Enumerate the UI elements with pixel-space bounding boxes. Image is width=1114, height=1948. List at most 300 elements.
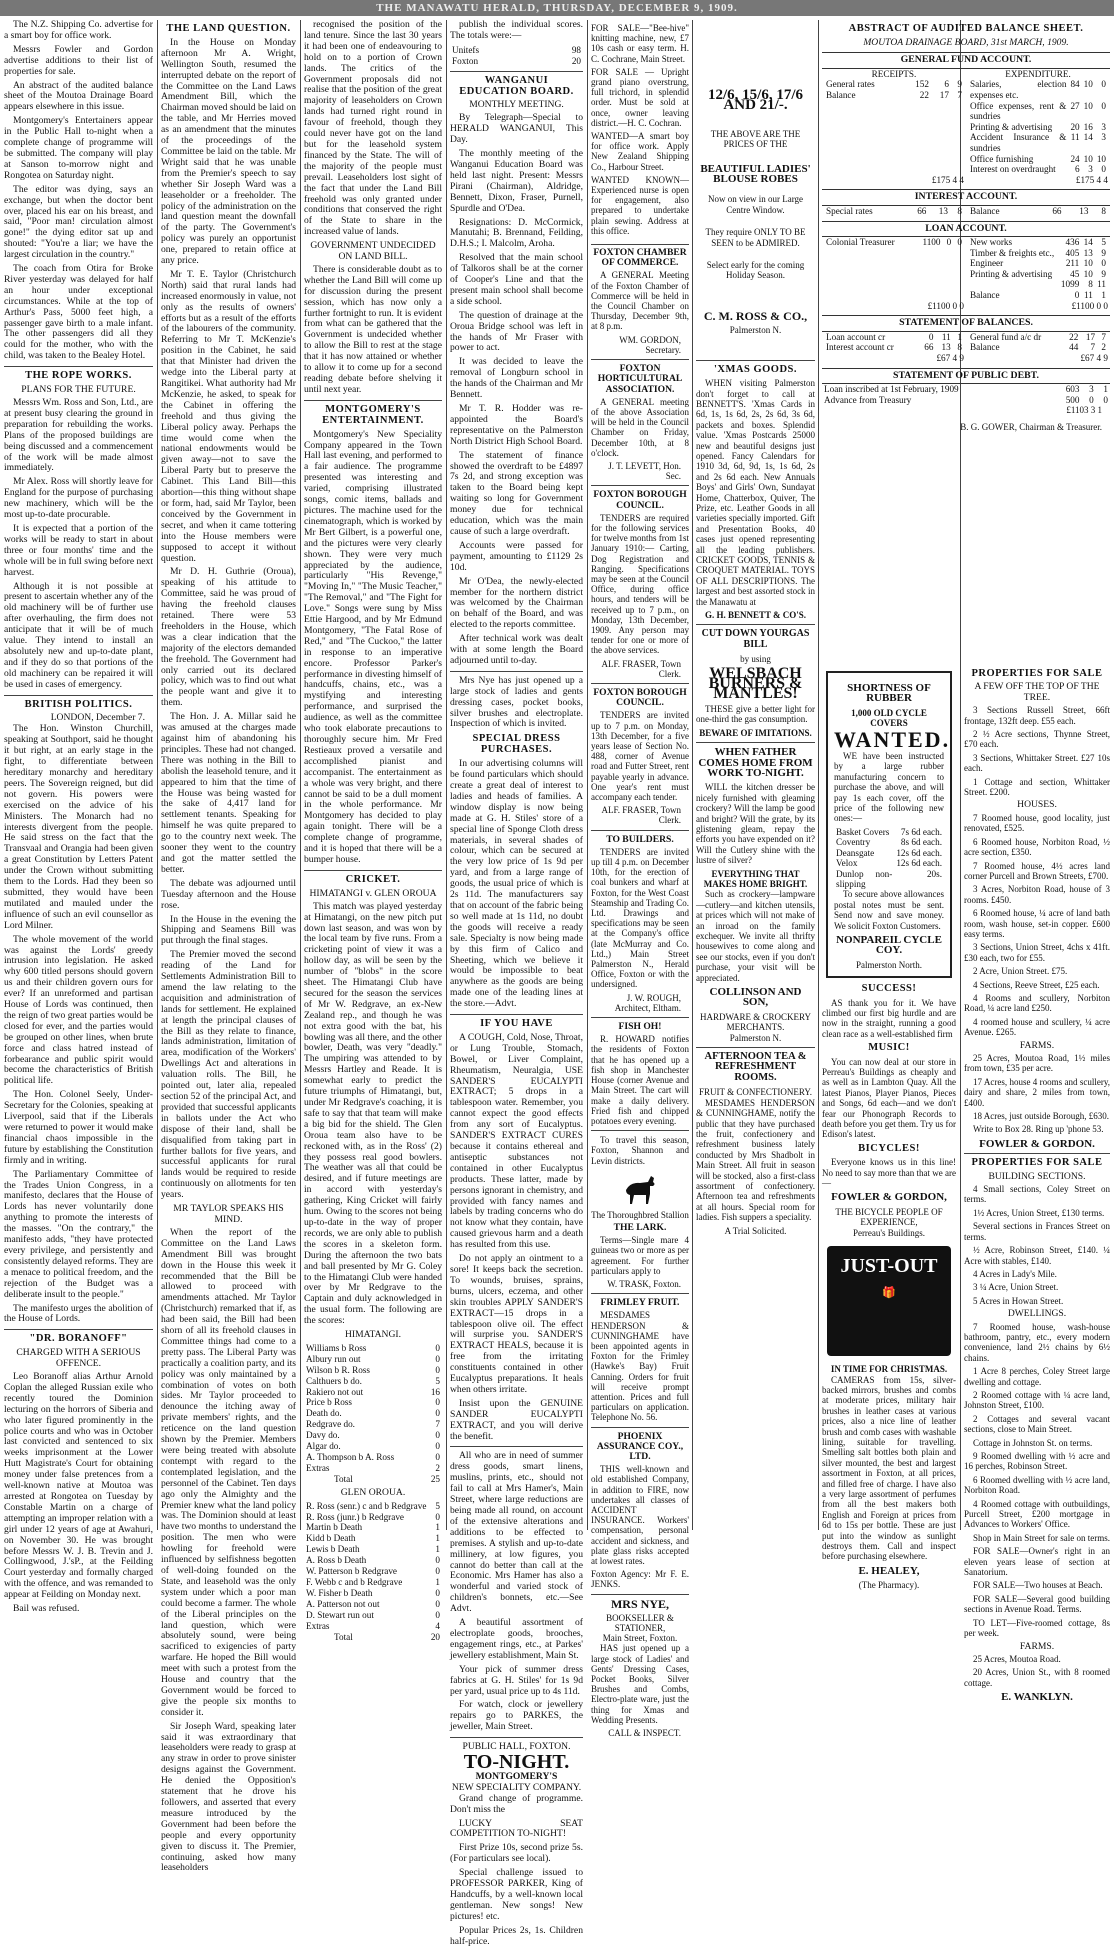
blouse-prices-text: THE ABOVE ARE THE PRICES OF THE [710, 128, 801, 150]
montgomery-article [304, 430, 442, 866]
table-row: 1099 8 11 [1060, 279, 1106, 290]
paragraph: 4 Acres in Lady's Mile. [973, 1268, 1057, 1279]
paragraph: 6 Roomed house, ¼ acre of land bath room, wash house, set-in copper. £600 easy terms. [964, 908, 1110, 939]
paragraph: When the report of the Committee on the Land Laws Amendment Bill was brought down in the House this week it recommended that the Bill be allowed to proceed with amendments attached. Mr Taylor (Christchurch) remarked that if, as had been said, the Bill had been shorn of all its freehold clauses in Committee things had come to a pretty pass. The Liberal Party was practically a coalition party, and its policy was only maintained by a combination of votes on both sides. Mr Taylor proceeded to denounce the itching away of private members' rights, and the reticence on the land question shown by the Premier. Members were being treated with absolute contempt with regard to the contemplated legislation, and the personnel of the Cabinet. Ten days ago only the Almighty and the Premier knew what the land policy was. The Dominion should at least have two months to understand the position. The men who were howling for freehold were influenced by selfishness begotten of well-doing founded on the State, and leasehold was the only system under which a poor man could become a farmer. The whole of the Liberal principles on the land question, which were absolutely sound, were being sacrificed to exigencies of party warfare. He hoped the Bill would meet with such a protest from the House and country that the Government would be forced to give the people six months to consider it. [161, 1226, 296, 1718]
paragraph: 7 Roomed house, 4½ acres land corner Purcell and Brown Streets, £700. [964, 860, 1110, 881]
hall-company-name: MONTGOMERY'S [475, 1770, 558, 1782]
divider [591, 1017, 689, 1018]
table-row: Office furnishing 24 10 10 [970, 153, 1106, 164]
divider [591, 683, 689, 684]
paragraph: The Parliamentary Committee of the Trades Union Congress, in a manifesto, declares that the House of Lords has never voluntarily done anything to promote the interests of the masses. "On the contrary," the manifesto adds, "they have protected every privilege, and persistently and consistently delayed reforms. They are a menace to political freedom, and the rejection of the Budget was a deliberate insult to the people." [4, 1168, 153, 1300]
paragraph: Mr Alex. Ross will shortly leave for England for the purpose of purchasing new machinery, which will be the most up-to-date procurable. [4, 476, 153, 521]
paragraph: recognised the position of the land tenure. Since the last 30 years it had been one of endeavouring to hold on to a portion of Crown lands. The critics of the Government proposals did not realise that the position of the great majority of leaseholders on Crown lands had turned right round in favour of freehold, though they could never have got on the land but for the leasehold system financed by the State. The will of the majority of the people must prevail. Leaseholders lost sight of the fact that under the Land Bill freehold was only granted under conditions that conserved the right of the State to share in the increased value of lands. [304, 19, 442, 238]
phoenix-notice: THIS well-known and old established Company, in addition to FIRE, now undertakes all classes of ACCIDENT INSURANCE. Workers' compensation, personal accident and sickness, and plate glass risks accepted at lowest rates. [591, 1464, 689, 1567]
paragraph: FOR SALE—Two houses at Beach. [973, 1580, 1103, 1591]
paragraph: FOR SALE—Several good building sections in Avenue Road. Terms. [964, 1593, 1110, 1615]
imitations-warning: BEWARE OF IMITATIONS. [699, 727, 812, 738]
column-rule [446, 20, 447, 1530]
divider [964, 1153, 1110, 1154]
paragraph: 4 Small sections, Coley Street on terms. [964, 1184, 1110, 1205]
tea-rooms-subheading: FRUIT & CONFECTIONERY. [699, 1087, 812, 1098]
table-row: A. Ross b Death 0 [306, 1555, 440, 1566]
horticultural-heading: FOXTON HORTICULTURAL ASSOCIATION. [597, 363, 683, 395]
ross-company: C. M. ROSS & CO., [703, 308, 808, 323]
paragraph: 6 Roomed dwelling with ½ acre land, Norbiton Road. [964, 1474, 1110, 1496]
gas-heading: CUT DOWN YOURGAS BILL [701, 628, 810, 650]
nye-subheading: BOOKSELLER & STATIONER, [606, 1612, 674, 1634]
wanted-ad: WE have been instructed by a large rubber manufacturing concern to purchase the above, and will pay 1s each cover, off the price of the following new ones:— [834, 751, 944, 824]
paragraph: First Prize 10s, second prize 5s. (For particulars see local). [450, 1842, 583, 1865]
rubber-heading: SHORTNESS OF RUBBER [847, 682, 931, 705]
paragraph: Several sections in Frances Street on terms. [964, 1221, 1110, 1242]
divider [304, 400, 442, 401]
special-dress-heading: SPECIAL DRESS PURCHASES. [472, 733, 561, 756]
interest-heading: INTEREST ACCOUNT. [822, 189, 1110, 206]
blouse-holiday: Select early for the coming Holiday Season. [706, 260, 805, 281]
table-row: Advance from Treasury 500 0 0 [824, 394, 1108, 405]
paragraph: In the House in the evening the Shipping and Seamens Bill was put through the final stages. [161, 913, 296, 947]
nye-notice: Mrs Nye has just opened up a large stock of ladies and gents dressing cases, pocket books, silver brushes and electroplate. Inspection of which is invited. [450, 674, 583, 730]
tea-rooms-signature: A Trial Solicited. [724, 1225, 787, 1236]
divider [450, 1014, 583, 1015]
table-row: R. Ross (senr.) c and b Redgrave 5 [306, 1500, 440, 1511]
paragraph: 25 Acres, Moutoa Road, 1½ miles from town, £35 per acre. [964, 1053, 1110, 1074]
undecided-article [304, 265, 442, 396]
balance-sheet-title: ABSTRACT OF AUDITED BALANCE SHEET. [848, 23, 1084, 34]
council-tender: TENDERS are required for the following services for twelve months from 1st January 1910:— Carting, Dog Registration and Ranging. Specifications may be seen at the Council Office, during office hours, and tenders will be received up to 7 p.m., on Monday, 13th December, 1909. Any person may tender for one or more of the above services. [591, 512, 689, 656]
properties-intro: A FEW OFF THE TOP OF THE TREE. [974, 681, 1100, 703]
divider [450, 1737, 583, 1738]
paragraph: LUCKY SEAT COMPETITION TO-NIGHT! [450, 1817, 583, 1840]
table-row: Printing & advertising 20 16 3 [970, 121, 1106, 132]
column-1 [4, 19, 153, 1615]
column-6 [696, 20, 815, 1530]
paragraph: Accounts were passed for payment, amounting to £1129 2s 10d. [450, 539, 583, 573]
table-row: W. Patterson b Redgrave 0 [306, 1566, 440, 1577]
divider [450, 1446, 583, 1447]
table-row: Deansgate 12s 6d each. [836, 847, 942, 858]
just-out-banner: JUST-OUT 🎁 [827, 1246, 951, 1356]
builders-tender: TENDERS are invited up till 4 p.m. on December 10th, for the erection of coal bunkers and wharf at Foxton, for the West Coast Steamship and Trading Co. Ltd. Drawings and specifications may be seen at the Company's office (late McMurray and Co. Ltd.,) Main Street Palmerston N., Herald Office, Foxton or with the undersigned. [591, 846, 690, 990]
paragraph: 7 Roomed house, wash-house bathroom, pantry, etc., every modern convenience, land 2½ chains by 6½ chains. [964, 1321, 1110, 1363]
cricket-article [304, 902, 442, 1327]
paragraph: 4 roomed house and scullery, ¼ acre Avenue. £265. [964, 1016, 1110, 1038]
column-rule [692, 20, 693, 1530]
column-3 [304, 19, 442, 1642]
column-rule [157, 20, 158, 1530]
building-sections-heading: BUILDING SECTIONS. [988, 1170, 1086, 1182]
success-heading: SUCCESS! [861, 983, 917, 995]
council-heading: FOXTON BOROUGH COUNCIL. [593, 686, 687, 709]
public-debt-total: £1103 3 1 [1066, 405, 1102, 416]
himatangi-scorecard [304, 1343, 442, 1474]
paragraph: ½ Acre, Robinson Street, £140. ¼ Acre with stables, £140. [964, 1245, 1110, 1266]
properties-heading: PROPERTIES FOR SALE [971, 668, 1103, 679]
paragraph: Mr O'Dea, the newly-elected member for the northern district was welcomed by the Chairman on behalf of the Board, and was elected to the reports committee. [450, 575, 583, 631]
tea-rooms-ad: MESDAMES HENDERSON & CUNNINGHAME, notify the public that they have purchased the fruit, confectionery and refreshment business lately conducted by Mrs Shadbolt in Main Street. All fruit in season will be stocked, also a first-class assortment of confectionery. Afternoon tea and refreshments at all hours. Special room for ladies. Fish suppers a speciality. [696, 1097, 815, 1223]
paragraph: Mr T. R. Hodder was re-appointed the Board's representative on the Palmerston North District High School Board. [450, 403, 583, 447]
paragraph: 17 Acres, house 4 rooms and scullery, dairy and share, 2 miles from town, £400. [964, 1076, 1110, 1108]
blouse-heading: BEAUTIFUL LADIES' BLOUSE ROBES [700, 162, 811, 186]
column-2 [161, 20, 296, 1874]
paragraph: 20 Acres, Union St., with 8 roomed cottage. [964, 1667, 1110, 1688]
paragraph: Resignations: D. McCormick, Manutahi; B. Brennand, Feilding, D.H.S.; I. Malcolm, Aroha. [450, 216, 583, 250]
horticultural-notice: A GENERAL meeting of the above Association will be held in the Council Chamber on Friday, December 10th, at 8 o'clock. [591, 396, 689, 458]
paragraph: Leo Boranoff alias Arthur Arnold Coplan the alleged Russian exile who recently toured the Dominion lecturing on the horrors of Siberia and who later figured prominently in the police courts and who was in October last convicted and sentenced to six weeks imprisonment at the Lower Hutt Magistrate's Court for obtaining money under false pretences from a well-known native at Moutoa was arrested at Rongotea on Tuesday by Constable Martin on a charge of attempting an improper relation with a girl under 12 years of age at Awahuri, on November 30. He was brought before Messrs W. J. B. Trevin and J. Collingwood, J.'sP., at the Feilding Court yesterday and formally charged with the offence, and was remanded to appear at Feilding on Monday next. [4, 1371, 153, 1601]
british-politics-heading: BRITISH POLITICS. [24, 698, 133, 710]
paragraph: The Hon. J. A. Millar said he was amused at the charges made against him of abandoning his principles. These had not changed. There was nothing in the Bill to abolish the leasehold tenure, and it appeared to him that the time of the House was being wasted for the sake of 4,417 land for settlement tenants. Speaking for himself he was quite prepared to go to the country next week. The sooner they went to the country and got the matter settled the better. [161, 711, 296, 875]
table-row: Davy do. 0 [306, 1430, 440, 1441]
farms-list [964, 1053, 1110, 1121]
paragraph: The whole movement of the world was against the Lords' greedy intrusion into legislation. He asked why 600 titled persons should govern us and their children govern ours for ever? If an unreformed and partisan House of Lords was continued, then the reign of two great parties would be closed for ever, and the parties would be grouped on other lines, when brute force and class hatred instead of forbearance and public spirit would become the characteristics of British political life. [4, 933, 153, 1087]
paragraph: The Hon. Colonel Seely, Under-Secretary for the Colonies, speaking at Liverpool, said that if the Liberals were returned to power it would make financial chaos impossible in the future by establishing the Constitution firmly and in writing. [4, 1089, 153, 1166]
father-subheading: EVERYTHING THAT MAKES HOME BRIGHT. [703, 868, 808, 889]
divider [591, 1130, 689, 1131]
rope-works-subheading: PLANS FOR THE FUTURE. [21, 384, 136, 396]
undecided-heading: GOVERNMENT UNDECIDED ON LAND BILL. [310, 240, 436, 263]
paragraph: Mr T. E. Taylor (Christchurch North) said that rural lands had increased enormously in value, not only as the results of owners' efforts but as a result of the efforts of the labourers of the community. Referring to Mr T. McKenzie's position in the Cabinet, he said that that Minister had driven the wedge into the Liberal party at Rangitikei. What authority had Mr McKenzie, he asked, to speak for the Cabinet in offering the freehold and thus giving the Liberal policy away. Perhaps the time would come when the national endowments would be given away—not to save the Liberal Party but to preserve the Cabinet. This Land Bill—this abortion—this thing without shape or form, had, said Mr Taylor, been conceived by the Government in secret, and when it came tottering into the House members were supposed to accept it without question. [161, 268, 296, 564]
paragraph: 2 Acre, Union Street. £75. [973, 966, 1068, 977]
divider [696, 624, 815, 625]
paragraph: A COUGH, Cold, Nose, Throat, or Lung Trouble, Stomach, Bowel, or Liver Complaint, Rheumatism, Neuralgia, USE SANDER'S EUCALYPTI EXTRACT; 5 drops in a tablespoon water. Remember, you cannot expect the good effects from any sort of Eucalyptus. SANDER'S EXTRACT CURES because it contains ethereal and antiseptic substances not contained in other Eucalyptus products. These latter, made by persons ignorant in chemistry, and provided with fancy names and labels by trading concerns who do not know what they contain, have caused grievous harm and a death has resulted from this use. [450, 1031, 583, 1251]
interest-table [822, 206, 1110, 217]
divider [591, 359, 689, 360]
divider [304, 870, 442, 871]
glen-oroua-total: Total 20 [334, 1631, 440, 1642]
paragraph: Shop in Main Street for sale on terms. [973, 1532, 1110, 1543]
blouse-prices: 12/6, 15/6, 17/6 AND 21/-. [707, 87, 803, 114]
paragraph: 4 Roomed cottage with outbuildings, Purcell Street, £200 mortgage in Advances to Workers' Office. [964, 1498, 1110, 1530]
council-signature: ALF. FRASER, Town Clerk. [601, 658, 681, 679]
taylor-heading: MR TAYLOR SPEAKS HIS MIND. [173, 1203, 284, 1225]
farms-list-2 [964, 1654, 1110, 1688]
column-8 [964, 665, 1110, 1704]
glen-oroua-scorecard [304, 1501, 442, 1632]
table-row: Loan account cr 0 11 1 [826, 331, 962, 342]
dwellings-heading: DWELLINGS. [1007, 1308, 1067, 1320]
paragraph: In the House on Monday afternoon Mr A. Wright, Wellington South, resumed the interrupted debate on the report of the Committee on the Land Laws Amendment Bill, which the Chairman moved should be laid on the table, and Mr Herries moved as an amendment that the minutes of the proceedings of the Committee be laid on the table. Mr Wright said that he was unable from the Premier's speech to say whether Sir Joseph Ward was a leaseholder or a freeholder. The policy of the administration on the land question meant the downfall of the party. The Government's policy was purely an opportunist one, prepared to retain office at any price. [161, 36, 296, 267]
divider [591, 1594, 689, 1595]
table-row: Interest account cr 66 13 8 [826, 342, 962, 353]
paragraph: Sir Joseph Ward, speaking later said it was extraordinary that leaseholders were ready to grasp at any straw in order to prove sinister designs against the Government. He denied the Opposition's statement that he drove his followers, and asserted that every measure introduced by the Government had been before the people and every opportunity given to discuss it. The Premier, continuing, asked how many leaseholders [161, 1720, 296, 1874]
paragraph: The editor was dying, says an exchange, but when the doctor bent over, placed his ear on his breast, and said, "Poor man! circulation almost gone!" the dying editor sat up and shouted: "You're a liar; we have the largest circulation in the country." [4, 183, 153, 261]
loan-heading: LOAN ACCOUNT. [822, 221, 1110, 238]
divider [4, 695, 153, 696]
table-row: Timber & freights etc., 405 13 9 [970, 247, 1106, 258]
himatangi-label: HIMATANGI. [345, 1329, 401, 1341]
collinson-heading: COLLINSON AND SON, [709, 986, 802, 1009]
land-question-article [161, 38, 296, 1201]
table-row: Calthuers b do. 5 [306, 1375, 440, 1386]
education-board-subheading: MONTHLY MEETING. [469, 99, 564, 111]
eucalypti-ad [450, 1033, 583, 1443]
table-row: A. Thompson b A. Ross 0 [306, 1452, 440, 1462]
totals-table [450, 45, 583, 67]
father-ad-2: Such as crockery—lampware—cutlery—and kitchen utensils, at prices which will not make of an inroad on the family exchequer. We invite all thrifty housewives to come along and see our stocks, even if you don't purchase, your visit will be appreciated. [696, 889, 815, 983]
column-4 [450, 19, 583, 1947]
frimley-notice: MESDAMES HENDERSON & CUNNINGHAME have been appointed agents in Foxton for the Frimley (Hawke's Bay) Fruit Canning. Orders for fruit will receive prompt attention. Prices and full particulars on application. Telephone No. 56. [591, 1310, 689, 1423]
paragraph: The question of drainage at the Oroua Bridge school was left in the hands of Mr Fraser with power to act. [450, 309, 583, 354]
column-5 [591, 20, 690, 1739]
watch-notice: For watch, clock or jewellery repairs go to PARKES, the jeweller, Main Street. [450, 1699, 583, 1733]
paragraph: Montgomery's Entertainers appear in the Public Hall to-night when a complete change of programme will be submitted. The company will play at Sanson to-morrow night and Rongotea on Saturday night. [4, 115, 153, 181]
table-row: Rakiero not out 16 [306, 1386, 440, 1397]
ross-location: Palmerston N. [729, 325, 782, 336]
dateline: LONDON, December 7. [50, 712, 145, 724]
paragraph: 1½ Acres, Union Street, £130 terms. [973, 1207, 1105, 1218]
education-board-article [450, 113, 583, 667]
paragraph: WANTED KNOWN—Experienced nurse is open for engagement, also prepared to undertake plain sewing. Address at this office. [591, 174, 689, 236]
table-row: Accident Insurance & sundries 11 14 3 [970, 132, 1106, 153]
paragraph: 3 ¼ Acre, Union Street. [973, 1282, 1059, 1293]
column-rule [587, 20, 588, 1530]
public-debt-table [822, 384, 1110, 405]
table-row: Lewis b Death 1 [306, 1544, 440, 1555]
paragraph: This match was played yesterday at Himatangi, on the new pitch put down last season, and was won by the local team by five runs. From a cricketing point of view it was a hollow day, as will be seen by the number of "blobs" in the score sheet. The Himatangi Club have secured for the season the services of Mr W. Redgrave, an ex-New Zealand rep., and though he was not extra good with the bat, his bowling was all there, and the other bowler, Death, was very "deadly." The umpiring was attended to by Messrs Hartley and Reade. It is somewhat early to predict the future triumphs of Himatangi, but, under Mr Redgrave's coaching, it is safe to say that that team will make a big bid for the shield. The Glen Oroua team also have to be reckoned with, as in the Ross' (2) they possess real good bowlers. The weather was all that could be desired, and if future meetings are in accord with yesterday's gathering, King Cricket will fairly hum. Owing to the scores not being up-to-date in the way of proper records, we are only able to publish the scores in a skeleton form. During the afternoon the two bats and ball presented by Mr G. Coley to the Himatangi Club were handed over by Mr Redgrave to the Captain and duly acknowledged in the usual form. The following are the scores: [304, 900, 442, 1327]
paragraph: 9 Roomed dwelling with ½ acre and 16 perches, Robinson Street. [964, 1451, 1110, 1472]
bennett-signature: G. H. BENNETT & CO'S. [704, 610, 807, 621]
paragraph: 2 Cottages and several vacant sections, close to Main Street. [964, 1413, 1110, 1435]
paragraph: Special challenge issued to PROFESSOR PARKER, King of Handcuffs, by a well-known local gentleman. New songs! New pictures! etc. [450, 1867, 583, 1922]
paragraph: Messrs Wm. Ross and Son, Ltd., are at present busy clearing the ground in preparation for rebuilding the works. Plans of the proposed buildings are being discussed and a commencement of the work will be made almost immediately. [4, 397, 153, 474]
table-row: Extras 4 [306, 1620, 440, 1631]
paragraph: Resolved that the main school of Talkoros shall be at the corner of Cooper's Line and that the present main school shall become a side school. [450, 252, 583, 307]
general-fund-heading: GENERAL FUND ACCOUNT. [822, 52, 1110, 69]
paragraph: FOR SALE — Upright grand piano overstrung, full trichord, in splendid order. Must be sold at once, owner leaving district.—H. C. Cochran. [591, 66, 689, 128]
fowler-location: Perreau's Buildings. [852, 1227, 926, 1238]
divider [450, 671, 583, 672]
divider [450, 71, 583, 72]
table-row: Algar do. 0 [306, 1441, 440, 1452]
divider [696, 742, 815, 743]
paragraph: 25 Acres, Moutoa Road. [973, 1653, 1061, 1664]
farms-heading-2: FARMS. [1019, 1640, 1055, 1652]
parkes-notice: A beautiful assortment of electroplate goods, brooches, engagement rings, etc., at Parkes' jewellery establishment, Main St. [450, 1617, 583, 1661]
paragraph: Insist upon the GENUINE SANDER EUCALYPTI EXTRACT, and you will derive the benefit. [450, 1397, 583, 1442]
divider [696, 1047, 815, 1048]
paragraph: Grand change of programme. Don't miss the [450, 1792, 583, 1815]
father-heading: WHEN FATHER COMES HOME FROM WORK TO-NIGHT. [698, 746, 813, 779]
council-signature: ALF. FRASER, Town Clerk. [601, 805, 681, 826]
paragraph: TO LET—Five-roomed cottage, 8s per week. [964, 1617, 1110, 1639]
contact-line: Write to Box 28. Ring up 'phone 53. [973, 1124, 1104, 1135]
education-board-heading: WANGANUI EDUCATION BOARD. [459, 74, 574, 97]
boranoff-subheading: CHARGED WITH A SERIOUS OFFENCE. [16, 1347, 141, 1370]
fowler-heading: FOWLER & GORDON, [831, 1191, 947, 1204]
public-debt-heading: STATEMENT OF PUBLIC DEBT. [822, 368, 1110, 385]
fowler-gordon: FOWLER & GORDON. [979, 1137, 1095, 1150]
table-row: W. Fisher b Death 0 [306, 1587, 440, 1598]
success-ad: AS thank you for it. We have climbed our first big hurdle and are now in the straight, running a good clean race as a well-established firm [822, 997, 956, 1039]
nye-heading: MRS NYE, [610, 1596, 669, 1611]
paragraph: 4 Sections, Reeve Street, £25 each. [973, 979, 1100, 990]
paragraph: FOR SALE—Owner's right in an eleven years lease of section at Sanatorium. [964, 1546, 1110, 1578]
boranoff-heading: "DR. BORANOFF" [29, 1333, 128, 1345]
blouse-window: Now on view in our Large Centre Window. [707, 194, 804, 215]
boranoff-article [4, 1372, 153, 1615]
paragraph: Bail was refused. [13, 1603, 80, 1615]
cricket-subheading: HIMATANGI v. GLEN OROUA [309, 887, 437, 899]
table-row: Death do. 0 [306, 1408, 440, 1419]
local-notes [4, 20, 153, 362]
healey-subheading: (The Pharmacy). [858, 1580, 920, 1591]
hamer-notice: All who are in need of summer dress goods, smart linens, muslins, prints, etc., should not fail to call at Mrs Hamer's, Main Street, where large reductions are being made all round, on account of the extensive alterations and additions to be effected to premises. A stylish and up-to-date millinery, at low figures, you cannot do better than call at the Economic. Mrs Hamer has also a wonderful and varied stock of children's bonnets, etc.—See Advt. [450, 1450, 583, 1615]
paragraph: Do not apply an ointment to a sore! It keeps back the secretion. To wounds, bruises, sprains, burns, ulcers, eczema, and other skin troubles APPLY SANDER'S EXTRACT—15 drops in a tablespoon olive oil. The effect will surprise you. SANDER'S EXTRACT HEALS, because it is free from the irritating constituents contained in other Eucalyptus preparations. It heals when others irritate. [450, 1253, 583, 1395]
xmas-heading: 'XMAS GOODS. [713, 363, 797, 375]
divider [696, 360, 815, 361]
paragraph: The manifesto urges the abolition of the House of Lords. [4, 1302, 153, 1325]
horse-icon [620, 1170, 660, 1206]
cycle-covers: 1,000 OLD CYCLE COVERS [851, 707, 927, 729]
paragraph: 3 Sections Russell Street, 66ft frontage, 132ft deep. £55 each. [964, 705, 1110, 726]
table-row: Redgrave do. 7 [306, 1419, 440, 1430]
glen-oroua-label: GLEN OROUA. [340, 1486, 406, 1498]
nye-address: Main Street, Foxton. [602, 1633, 678, 1644]
paragraph: The N.Z. Shipping Co. advertise for a smart boy for office work. [4, 19, 153, 41]
table-row: D. Stewart run out 0 [306, 1609, 440, 1620]
paragraph: It is expected that a portion of the works will be ready to start in about three or four months' time and the whole will be in full swing before next harvest. [4, 522, 153, 578]
father-ad: WILL the kitchen dresser be nicely furnished with gleaming crockery? Will the lamp be good and bright? Will the grate, by its glistening gleam, repay the efforts you have expended on it? Will the Cutlery shine with the lustre of silver? [696, 782, 815, 866]
if-you-have-heading: IF YOU HAVE [480, 1018, 553, 1030]
paragraph: 5 Acres in Howan Street. [973, 1295, 1064, 1306]
phoenix-heading: PHOENIX ASSURANCE COY., LTD. [596, 1430, 684, 1462]
column-7 [822, 665, 956, 1591]
gower-signature: B. G. GOWER, Chairman & Treasurer. [960, 422, 1102, 432]
paragraph: 7 Roomed house, good locality, just renovated, £525. [964, 812, 1110, 834]
chamber-notice: A GENERAL Meeting of the Foxton Chamber of Commerce will be held in the Council Chamber on Thursday, December 9th, at 8 p.m. [591, 270, 689, 332]
table-row: Velox 12s 6d each. [836, 858, 942, 869]
paragraph: 2 ½ Acre sections, Thynne Street, £70 each. [964, 729, 1110, 750]
paragraph: Mr D. H. Guthrie (Oroua), speaking of his attitude to Committee, said he was proud of having the freehold clauses retained. There were 53 freeholders in the House, which was a clear indication that the majority of the electors demanded the freehold. The Government had only carried out its declared policy, which was to find out what the people want and give it to them. [161, 566, 296, 709]
bicycles-ad: Everyone knows us in this line! No need to say more than that we are— [822, 1157, 956, 1189]
table-row: Special rates 66 13 8 [826, 205, 962, 216]
bicycles-heading: BICYCLES! [858, 1142, 920, 1154]
table-row: Loan inscribed at 1st February, 1909 603 3 1 [824, 384, 1108, 395]
council-heading: FOXTON BOROUGH COUNCIL. [593, 489, 687, 511]
paragraph: 1 Cottage and section, Whittaker Street. £200. [964, 776, 1110, 798]
table-row: Wilson b R. Ross 0 [306, 1364, 440, 1375]
blouse-admire: They require ONLY TO BE SEEN to be ADMIRED. [705, 227, 806, 248]
column-rule [818, 20, 819, 1530]
chamber-heading: FOXTON CHAMBER OF COMMERCE. [593, 247, 687, 269]
divider [591, 1293, 689, 1294]
nonpareil-heading: NONPAREIL CYCLE COY. [836, 933, 942, 957]
taylor-article [161, 1228, 296, 1874]
table-row: Balance 44 7 2 [970, 342, 1106, 353]
column-rule [300, 20, 301, 1530]
paragraph: 1 Acre 8 perches, Coley Street large dwelling and cottage. [964, 1366, 1110, 1387]
paragraph: After technical work was dealt with at some length the Board adjourned until to-day. [450, 633, 583, 666]
lark-intro: The Thoroughbred Stallion [591, 1209, 689, 1220]
cameras-ad: CAMERAS from 15s, silver-backed mirrors, brushes and combs at moderate prices, military hair brushes in leather cases at various prices, also a nice line of leather brush and comb cases with washable lining, suitable for travelling. Smelling salt bottles both plain and silver mounted, the best and largest assortment in Foxton, at all prices, and filled free of charge. I have also a very large assortment of perfumes from all the best makers both English and Foreign at prices from 6d to 15s per bottle. These are just put into the window as sunlight destroys them. Call and inspect before purchasing elsewhere. [822, 1374, 956, 1562]
houses-list [964, 813, 1110, 1038]
paragraph: It was decided to leave the removal of Longburn school in the hands of the Chairman and Mr Bennett. [450, 356, 583, 401]
table-row: Foxton 20 [452, 55, 581, 66]
divider [4, 1329, 153, 1330]
paragraph: WANTED—A smart boy for office work. Apply New Zealand Shipping Co., Harbour Street. [591, 131, 689, 172]
music-heading: MUSIC! [868, 1042, 910, 1054]
paragraph: 3 Sections, Union Street, 4chs x 41ft. £30 each, two for £55. [964, 942, 1110, 963]
paragraph: By Telegraph—Special to HERALD WANGANUI, This Day. [450, 112, 583, 146]
collinson-subheading: HARDWARE & CROCKERY MERCHANTS. [699, 1011, 811, 1033]
fish-heading: FISH OH! [618, 1021, 662, 1033]
welsbach-heading: WELSBACH BURNERS & MANTLES! [708, 664, 803, 703]
houses-heading: HOUSES. [1017, 799, 1057, 811]
divider [4, 366, 153, 367]
paragraph: The debate was adjourned until Tuesday afternoon and the House rose. [161, 877, 296, 911]
rubber-ad [826, 671, 952, 978]
table-row: Albury run out 0 [306, 1353, 440, 1364]
music-ad: You can now deal at our store in Perreau's Buildings as cheaply and as well as in Lambton Quay. All the latest Pianos, Player Pianos, Pieces and Songs, 6d each—and we don't fear our Phonograph Records to death before you get them. Try us for Edison's latest. [822, 1056, 956, 1140]
paragraph: Popular Prices 2s, 1s. Children half-price. [450, 1924, 583, 1947]
paragraph: There is considerable doubt as to whether the Land Bill will come up for discussion during the present session, which has now only a further fortnight to run. It is evident from what can be gathered that the Government is undecided whether to allow the Bill to rest at the stage that it has now attained or whether to allow it to come up for a second reading debate before shelving it until next year. [304, 263, 442, 395]
xmas-ad: WHEN visiting Palmerston don't forget to call at BENNETT'S. 'Xmas Cards in 6d, 1s, 1s 6d, 2s, 2s 6d, 3s 6d, packets and boxes. Splendid value. 'Xmas Postcards 25000 new and beautiful designs just opened. Fancy Calendars for 1910 3d, 6d, 9d, 1s, 1s 6d, 2s and 2s 6d each. New Annuals Boys' and Girls' Own, Sundayat Home, Chatterbox, Quiver, The Prize, etc. Leather Goods in all varieties specially imported. Gift and Presentation Books, 40 cases just opened representing all the leading publishers. CRICKET GOODS, TENNIS & CROQUET MATERIAL. TOYS OF ALL DESCRIPTIONS. The largest and best assorted stock in the Manawatu at [696, 378, 815, 607]
healey-heading: E. HEALEY, [858, 1564, 920, 1577]
british-politics-article [4, 724, 153, 1325]
table-row: Price b Ross 0 [306, 1397, 440, 1408]
paragraph: The Premier moved the second reading of the Land for Settlements Administration Bill to amend the law relating to the acquisition and administration of lands for settlement. He explained at length the principal clauses of the Bill as they relate to finance, lands administration, limitation of area, modification of the Workers' Dwellings Act and alterations in valuation rolls. The Bill, he pointed out, later alia, repealed section 52 of the principal Act, and provided that successful applicants in ballots under the Act who dispose of their land, shall be disqualified from taking part in further ballots for five years, and successful applicants for rural lands would be required to reside continuously on allotments for ten years. [161, 949, 296, 1201]
small-ads [591, 20, 689, 245]
table-row: Basket Covers 7s 6d each. [836, 826, 942, 837]
paragraph: The coach from Otira for Broke River yesterday was delayed for half an hour under exceptional circumstances. While at the top of Arthur's Pass, 5000 feet high, a passenger gave birth to a male infant. The other passengers did all they could for the mother, who with the child, was taken to the Bealey Hotel. [4, 263, 153, 362]
divider [591, 1427, 689, 1428]
council-lease: TENDERS are invited up to 7 p.m. on Monday, 13th December, for a five years lease of Section No. 488, corner of Avenue road and Futter Street, rent payable yearly in advance. One year's rent must accompany each tender. [591, 710, 689, 803]
paragraph: 4 Rooms and scullery, Norbiton Road, ¼ acre land £250. [964, 992, 1110, 1014]
table-row: Balance 0 11 1 [970, 290, 1106, 301]
paragraph: 3 Sections, Whittaker Street. £27 10s each. [964, 752, 1110, 774]
wanklyn-signature: E. WANKLYN. [1001, 1691, 1073, 1704]
fish-notice: R. HOWARD notifies the residents of Foxton that he has opened up a fish shop in Manchester House (corner Avenue and Main Street. The cart will make a daily delivery. Fried fish and chipped potatoes every evening. [591, 1034, 689, 1126]
stiles-notice: Your pick of summer dress fabrics at G. H. Stiles' for 1s 9d per yard, usual price up to 4s 11d. [450, 1663, 583, 1697]
balance-sheet-subtitle: MOUTOA DRAINAGE BOARD, 31st MARCH, 1909. [863, 36, 1069, 48]
special-dress-article: In our advertising columns will be found particulars which should create a great deal of interest to ladies and heads of families. A window display is now being made at G. H. Stiles' store of a special line of Sponge Cloth dress materials, in several shades of colour, which can be secured at the very low price of 1s 9d per yard, and from a large range of goods, the usual price of which is 2s 11d. The manufacturers say that on account of the fabric being so well made at 1s 11d, no doubt the goods will receive a ready sale. Specialty is now being made by this firm of Calico and Sheeting, which we believe it would be impossible to beat anywhere as the goods are being made one of the leading lines at the store.—Advt. [450, 758, 583, 1010]
paragraph: An abstract of the audited balance sheet of the Moutoa Drainage Board appears elsewhere in this issue. [4, 79, 153, 113]
table-row: Williams b Ross 0 [306, 1342, 440, 1353]
paragraph: Cottage in Johnston St. on terms. [973, 1437, 1093, 1448]
table-row: Unitefs 98 [452, 44, 581, 55]
building-sections-list [964, 1184, 1110, 1306]
divider [591, 485, 689, 486]
gas-by: by using [740, 654, 771, 665]
wanted-ad-2: To secure above allowances postal notes must be sent. Send now and save money. We solicit Foxton Customers. [834, 889, 944, 931]
masthead: THE MANAWATU HERALD, THURSDAY, DECEMBER 9, 1909. [0, 0, 1114, 16]
loan-table: Colonial Treasurer 1100 0 0 New works 436 14 5 Timber & freights etc., 405 13 9 Engineer 211 10 0 Printing & advertising 45 10 9 1099 8 11 Balance 0 11 1 £1100 0 0 £1100 0 0 [826, 237, 1108, 311]
table-row: Dunlop non-slipping 20s. [836, 868, 942, 889]
balance-sheet [822, 20, 1110, 660]
wanted-heading: WANTED. [834, 726, 951, 752]
nonpareil-location: Palmerston North. [856, 959, 922, 970]
properties-heading-2: PROPERTIES FOR SALE [971, 1157, 1103, 1169]
table-row: Engineer 211 10 0 [970, 258, 1106, 269]
table-row: General fund a/c dr 22 17 7 [970, 331, 1106, 342]
cricket-heading: CRICKET. [345, 873, 401, 885]
horticultural-signature: J. T. LEVETT, Hon. Sec. [608, 460, 681, 482]
land-continued [304, 20, 442, 238]
paragraph: 18 Acres, just outside Borough, £630. [973, 1111, 1109, 1122]
collinson-location: Palmerston N. [729, 1032, 782, 1043]
table-row: Salaries, election expenses etc. 84 10 0 [970, 79, 1106, 100]
table-row: Printing & advertising 45 10 9 [970, 268, 1106, 279]
sections-list [964, 705, 1110, 797]
totals-intro: publish the individual scores. The totals were:— [450, 19, 583, 41]
table-row: R. Ross (junr.) b Redgrave 0 [306, 1511, 440, 1522]
lark-terms: Terms—Single mare 4 guineas two or more as per agreement. For further particulars apply to [591, 1235, 689, 1276]
builders-signature: J. W. ROUGH, Architect, Eltham. [614, 992, 681, 1013]
nye-signature: CALL & INSPECT. [608, 1728, 681, 1739]
builders-heading: TO BUILDERS. [606, 833, 674, 845]
chamber-signature: WM. GORDON, Secretary. [619, 334, 681, 355]
statement-heading: STATEMENT OF BALANCES. [822, 315, 1110, 332]
